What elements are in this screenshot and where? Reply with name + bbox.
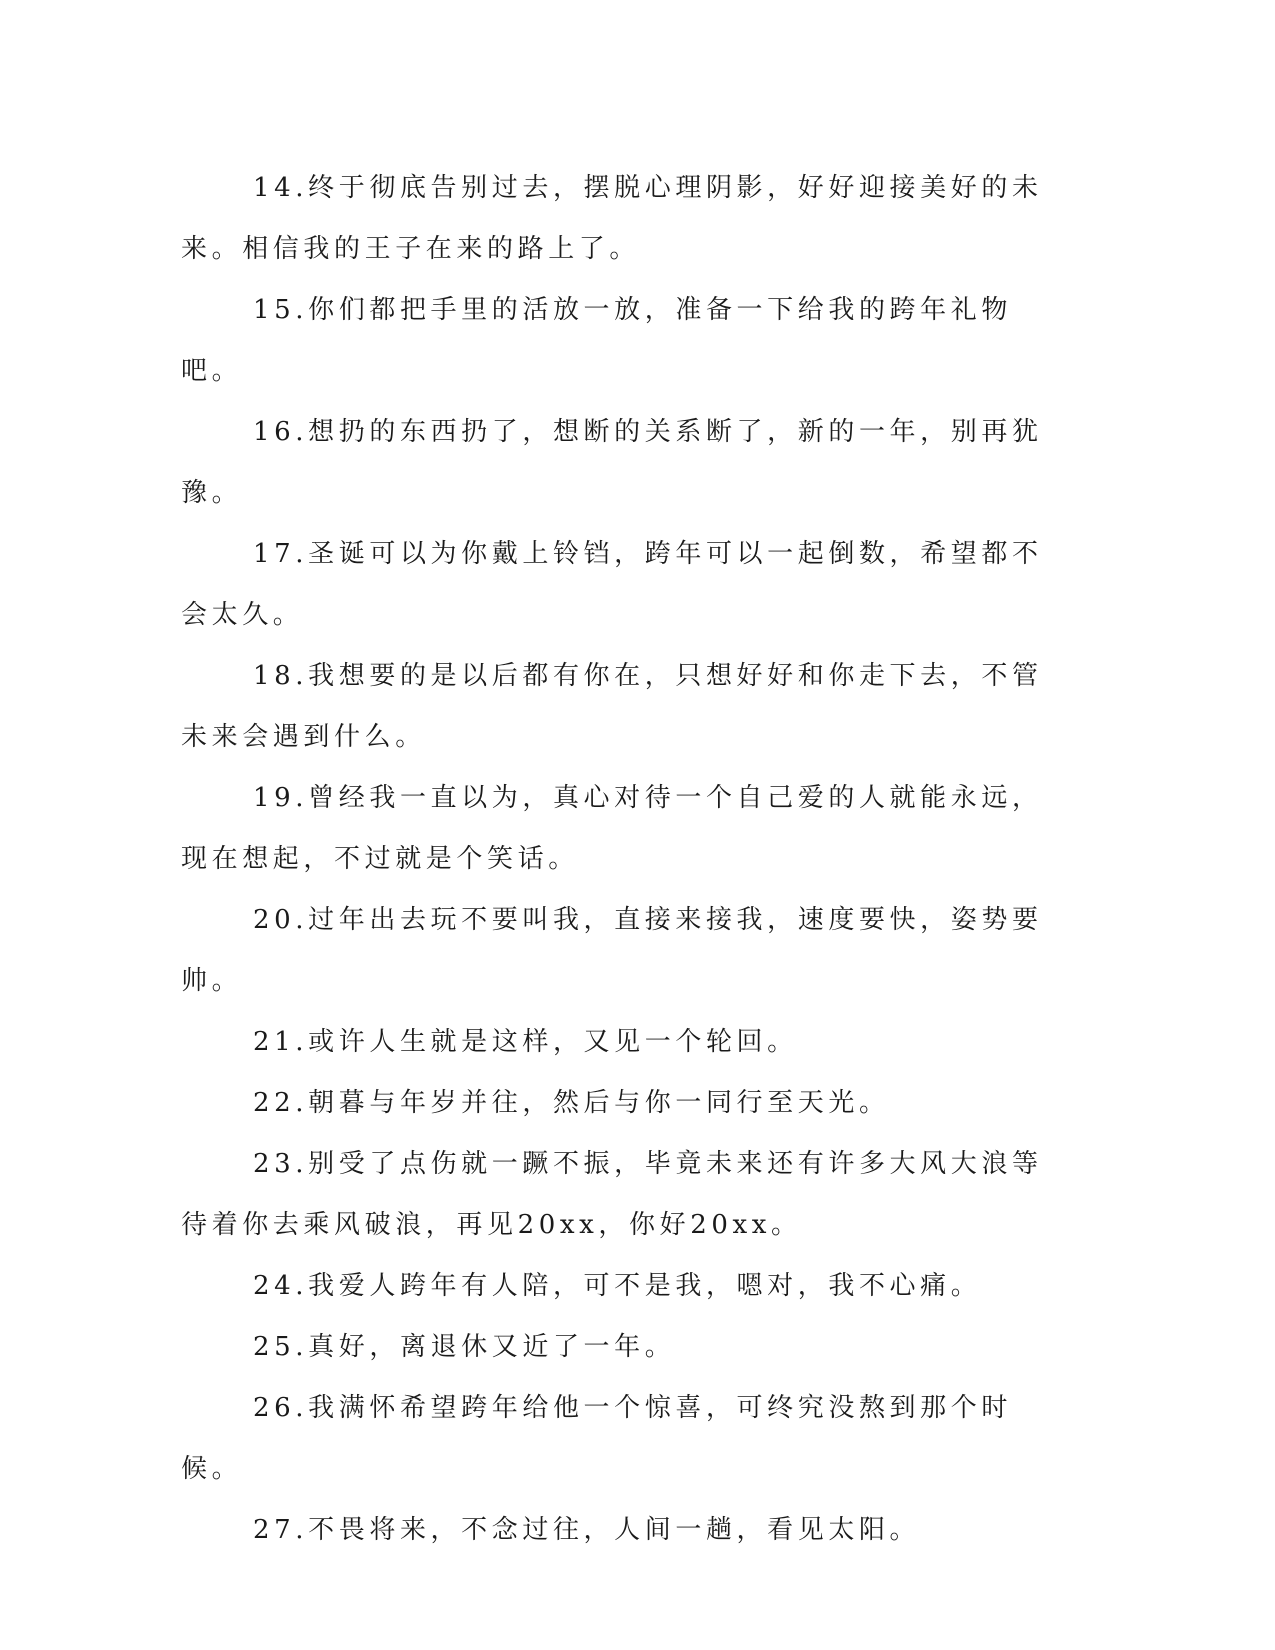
paragraph-21: 21.或许人生就是这样，又见一个轮回。 xyxy=(253,1027,798,1057)
paragraph-25: 25.真好，离退休又近了一年。 xyxy=(253,1332,676,1362)
paragraph-15: 15.你们都把手里的活放一放，准备一下给我的跨年礼物吧。 xyxy=(181,295,1012,386)
paragraph-19: 19.曾经我一直以为，真心对待一个自己爱的人就能永远，现在想起，不过就是个笑话。 xyxy=(181,783,1043,874)
paragraph-26: 26.我满怀希望跨年给他一个惊喜，可终究没熬到那个时候。 xyxy=(181,1393,1012,1484)
paragraph-14: 14.终于彻底告别过去，摆脱心理阴影，好好迎接美好的未来。相信我的王子在来的路上了。 xyxy=(181,173,1043,264)
paragraph-17: 17.圣诞可以为你戴上铃铛，跨年可以一起倒数，希望都不会太久。 xyxy=(181,539,1043,630)
paragraph-20: 20.过年出去玩不要叫我，直接来接我，速度要快，姿势要帅。 xyxy=(181,905,1043,996)
paragraph-22: 22.朝暮与年岁并往，然后与你一同行至天光。 xyxy=(253,1088,890,1118)
paragraph-27: 27.不畏将来，不念过往，人间一趟，看见太阳。 xyxy=(253,1515,921,1545)
paragraph-16: 16.想扔的东西扔了，想断的关系断了，新的一年，别再犹豫。 xyxy=(181,417,1043,508)
paragraph-18: 18.我想要的是以后都有你在，只想好好和你走下去，不管未来会遇到什么。 xyxy=(181,661,1043,752)
document-body xyxy=(181,158,1069,1561)
paragraph-24: 24.我爱人跨年有人陪，可不是我，嗯对，我不心痛。 xyxy=(253,1271,982,1301)
paragraph-23: 23.别受了点伤就一蹶不振，毕竟未来还有许多大风大浪等待着你去乘风破浪，再见20xx，你好20xx。 xyxy=(181,1149,1043,1240)
